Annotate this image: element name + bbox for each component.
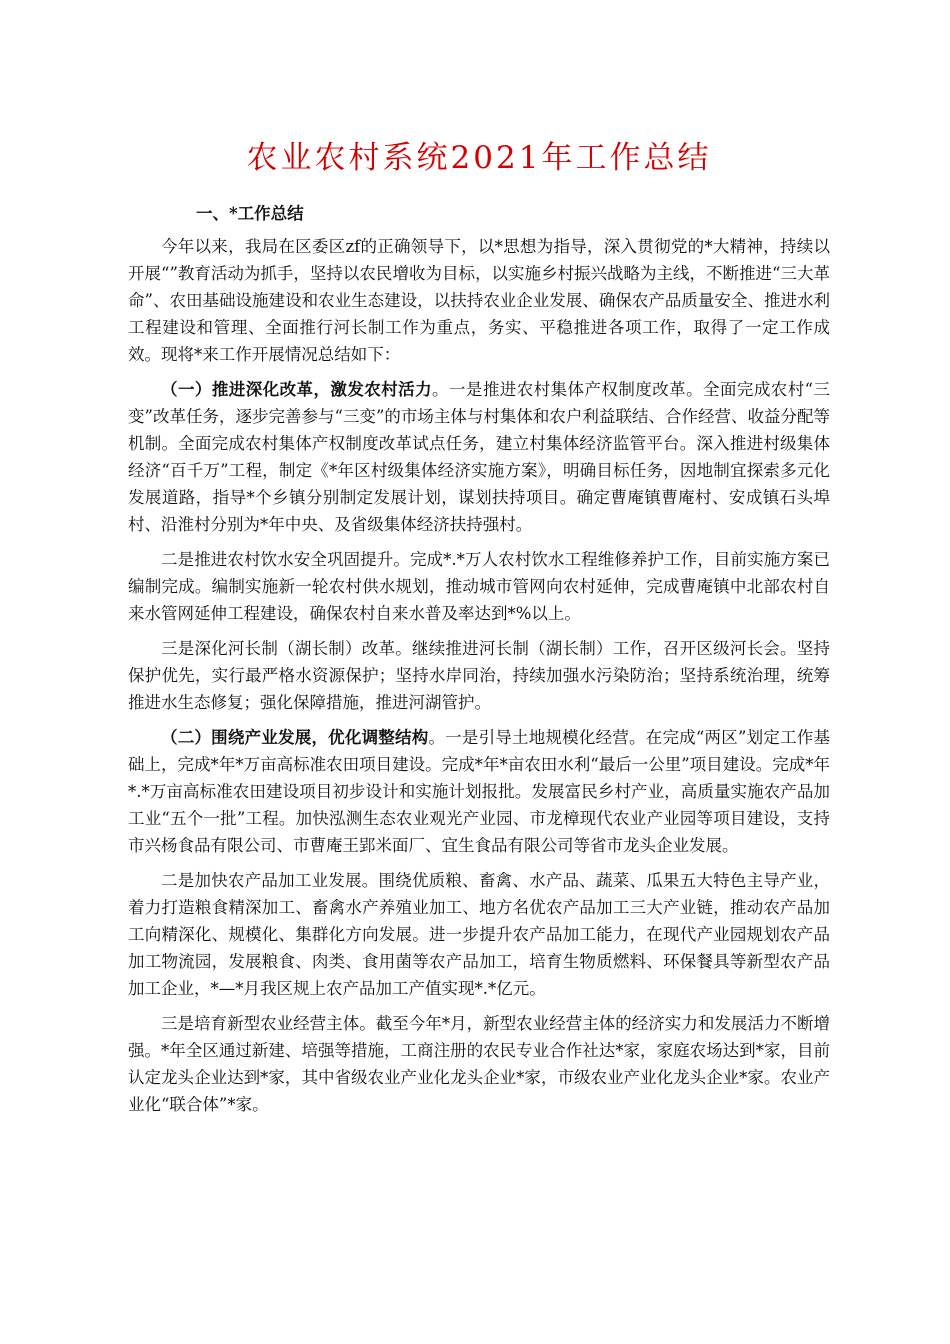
- paragraph-text: 三是深化河长制（湖长制）改革。继续推进河长制（湖长制）工作，召开区级河长会。坚持保护优先，实行最严格水资源保护；坚持水岸同治，持续加强水污染防治；坚持系统治理，统筹推进水生态修复；强化保障措施，推进河湖管护。: [128, 639, 830, 712]
- paragraph-text: 。一是引导土地规模化经营。在完成“两区”划定工作基础上，完成*年*万亩高标准农田项目建设。完成*年*亩农田水利“最后一公里”项目建设。完成*年*.*万亩高标准农田建设项目初步设计和实施计划报批。发展富民乡村产业，高质量实施农产品加工业“五个一批”工程。加快泓测生态农业观光产业园、市龙樟现代农业产业园等项目建设，支持市兴杨食品有限公司、市曹庵王郢米面厂、宜生食品有限公司等省市龙头企业发展。: [128, 728, 830, 855]
- paragraph-river-chief: [128, 635, 830, 716]
- paragraph-text: 今年以来，我局在区委区zf的正确领导下，以*思想为指导，深入贯彻党的*大精神，持续以开展“”教育活动为抓手，坚持以农民增收为目标，以实施乡村振兴战略为主线，不断推进“三大革命”、农田基础设施建设和农业生态建设，以扶持农业企业发展、确保农产品质量安全、推进水利工程建设和管理、全面推行河长制工作为重点，务实、平稳推进各项工作，取得了一定工作成效。现将*来工作开展情况总结如下：: [128, 237, 830, 364]
- paragraph-text: 。一是推进农村集体产权制度改革。全面完成农村“三变”改革任务，逐步完善参与“三变”的市场主体与村集体和农户利益联结、合作经营、收益分配等机制。全面完成农村集体产权制度改革试点任务，建立村集体经济监管平台。深入推进村级集体经济“百千万”工程，制定《*年区村级集体经济实施方案》，明确目标任务，因地制宜探索多元化发展道路，指导*个乡镇分别制定发展计划，谋划扶持项目。确定曹庵镇曹庵村、安成镇石头埠村、沿淮村分别为*年中央、及省级集体经济扶持强村。: [128, 380, 830, 534]
- paragraph-operators: [128, 1010, 830, 1118]
- paragraph-reform: [128, 376, 830, 538]
- paragraph-text: 二是加快农产品加工业发展。围绕优质粮、畜禽、水产品、蔬菜、瓜果五大特色主导产业，着力打造粮食精深加工、畜禽水产养殖业加工、地方名优农产品加工三大产业链，推动农产品加工向精深化、规模化、集群化方向发展。进一步提升农产品加工能力，在现代产业园规划农产品加工物流园，发展粮食、肉类、食用菌等农产品加工，培育生物质燃料、环保餐具等新型农产品加工企业，*—*月我区规上农产品加工产值实现*.*亿元。: [128, 871, 830, 998]
- paragraph-water-safety: [128, 546, 830, 627]
- section-heading: 一、*工作总结: [196, 204, 304, 223]
- paragraph-text: 二是推进农村饮水安全巩固提升。完成*.*万人农村饮水工程维修养护工作，目前实施方案已编制完成。编制实施新一轮农村供水规划，推动城市管网向农村延伸，完成曹庵镇中北部农村自来水管网延伸工程建设，确保农村自来水普及率达到*%以上。: [128, 550, 830, 623]
- subsection-heading-industry: （二）围绕产业发展，优化调整结构: [161, 728, 429, 747]
- paragraph-text: 三是培育新型农业经营主体。截至今年*月，新型农业经营主体的经济实力和发展活力不断增强。*年全区通过新建、培强等措施，工商注册的农民专业合作社达*家，家庭农场达到*家，目前认定龙头企业达到*家，其中省级农业产业化龙头企业*家，市级农业产业化龙头企业*家。农业产业化“联合体”*家。: [128, 1014, 830, 1114]
- paragraph-industry: [128, 724, 830, 859]
- document-title: 农业农村系统2021年工作总结: [246, 140, 712, 176]
- paragraph-processing: [128, 867, 830, 1002]
- paragraph-intro: [128, 233, 830, 368]
- subsection-heading-reform: （一）推进深化改革，激发农村活力: [161, 380, 432, 399]
